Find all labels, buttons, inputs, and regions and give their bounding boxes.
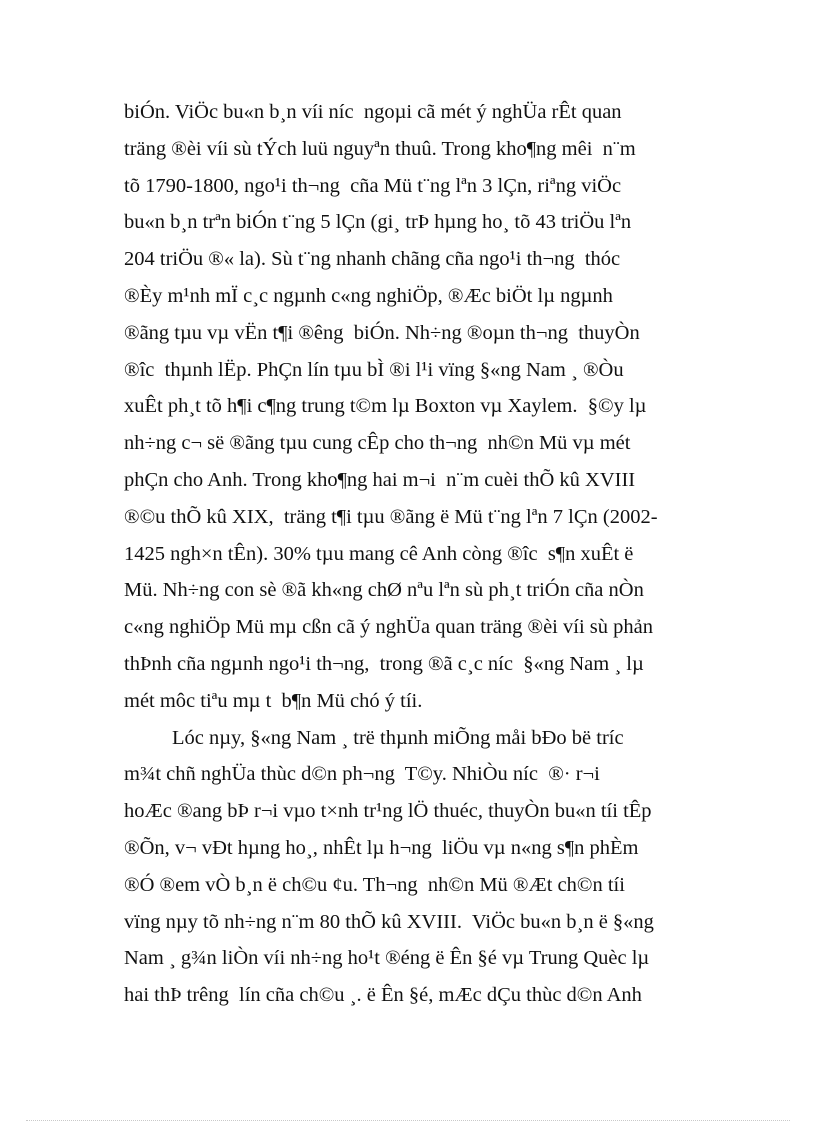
text-line: vïng nµy tõ nh÷ng n¨m 80 thÕ kû XVIII. ViÖc bu«n b¸n ë §«ng [124, 910, 654, 933]
text-line: tõ 1790-1800, ngo¹i th¬ng cña Mü t¨ng lªn 3 lÇn, riªng viÖc [124, 174, 622, 197]
text-line: biÓn. ViÖc bu«n b¸n víi níc ngoµi cã mét ý nghÜa rÊt quan [124, 101, 622, 123]
body-text [124, 94, 704, 1014]
text-line: ®Èy m¹nh mÏ c¸c ngµnh c«ng nghiÖp, ®Æc biÖt lµ ngµnh [124, 284, 613, 307]
text-line: 204 triÖu ®« la). Sù t¨ng nhanh chãng cña ngo¹i th¬ng thóc [124, 248, 621, 271]
text-line: ®îc thµnh lËp. PhÇn lín tµu bÌ ®i l¹i vïng §«ng Nam ¸ ®Òu [124, 358, 624, 381]
text-line: mét môc tiªu mµ t b¶n Mü chó ý tíi. [124, 689, 423, 712]
text-line: Nam ¸ g¾n liÒn víi nh÷ng ho¹t ®éng ë Ên §é vµ Trung Quèc lµ [124, 947, 650, 970]
text-line: xuÊt ph¸t tõ h¶i c¶ng trung t©m lµ Boxton vµ Xaylem. §©y lµ [124, 395, 647, 418]
footer-divider [26, 1120, 790, 1121]
text-line: 1425 ngh×n tÊn). 30% tµu mang cê Anh còng ®îc s¶n xuÊt ë [124, 542, 634, 565]
text-line: nh÷ng c¬ së ®ãng tµu cung cÊp cho th¬ng nh©n Mü vµ mét [124, 432, 631, 455]
text-line: Mü. Nh÷ng con sè ®ã kh«ng chØ nªu lªn sù ph¸t triÓn cña nÒn [124, 579, 644, 602]
text-line: m¾t chñ nghÜa thùc d©n ph¬ng T©y. NhiÒu níc ®· r¬i [124, 763, 600, 786]
text-line: c«ng nghiÖp Mü mµ cßn cã ý nghÜa quan träng ®èi víi sù phản [124, 616, 653, 639]
text-line: ®Ó ®em vÒ b¸n ë ch©u ¢u. Th¬ng nh©n Mü ®Æt ch©n tíi [124, 873, 625, 896]
text-line: bu«n b¸n trªn biÓn t¨ng 5 lÇn (gi¸ trÞ hµng ho¸ tõ 43 triÖu lªn [124, 211, 632, 234]
text-line: ®ãng tµu vµ vËn t¶i ®êng biÓn. Nh÷ng ®oµn th¬ng thuyÒn [124, 321, 640, 344]
text-line: ®©u thÕ kû XIX, träng t¶i tµu ®ãng ë Mü t¨ng lªn 7 lÇn (2002- [124, 505, 658, 528]
text-line: hoÆc ®ang bÞ r¬i vµo t×nh tr¹ng lÖ thuéc, thuyÒn bu«n tíi tÊp [124, 800, 652, 823]
paragraph-first-line: Lóc nµy, §«ng Nam ¸ trë thµnh miÕng måi bÐo bë tríc [172, 726, 624, 749]
text-line: thÞnh cña ngµnh ngo¹i th¬ng, trong ®ã c¸c níc §«ng Nam ¸ lµ [124, 652, 644, 675]
text-line: phÇn cho Anh. Trong kho¶ng hai m¬i n¨m cuèi thÕ kû XVIII [124, 468, 636, 491]
text-line: ®Õn, v¬ vÐt hµng ho¸, nhÊt lµ h¬ng liÖu vµ n«ng s¶n phÈm [124, 836, 639, 859]
text-line: hai thÞ trêng lín cña ch©u ¸. ë Ên §é, mÆc dÇu thùc d©n Anh [124, 984, 642, 1007]
text-line: träng ®èi víi sù tÝch luü nguyªn thuû. Trong kho¶ng mêi n¨m [124, 137, 636, 160]
